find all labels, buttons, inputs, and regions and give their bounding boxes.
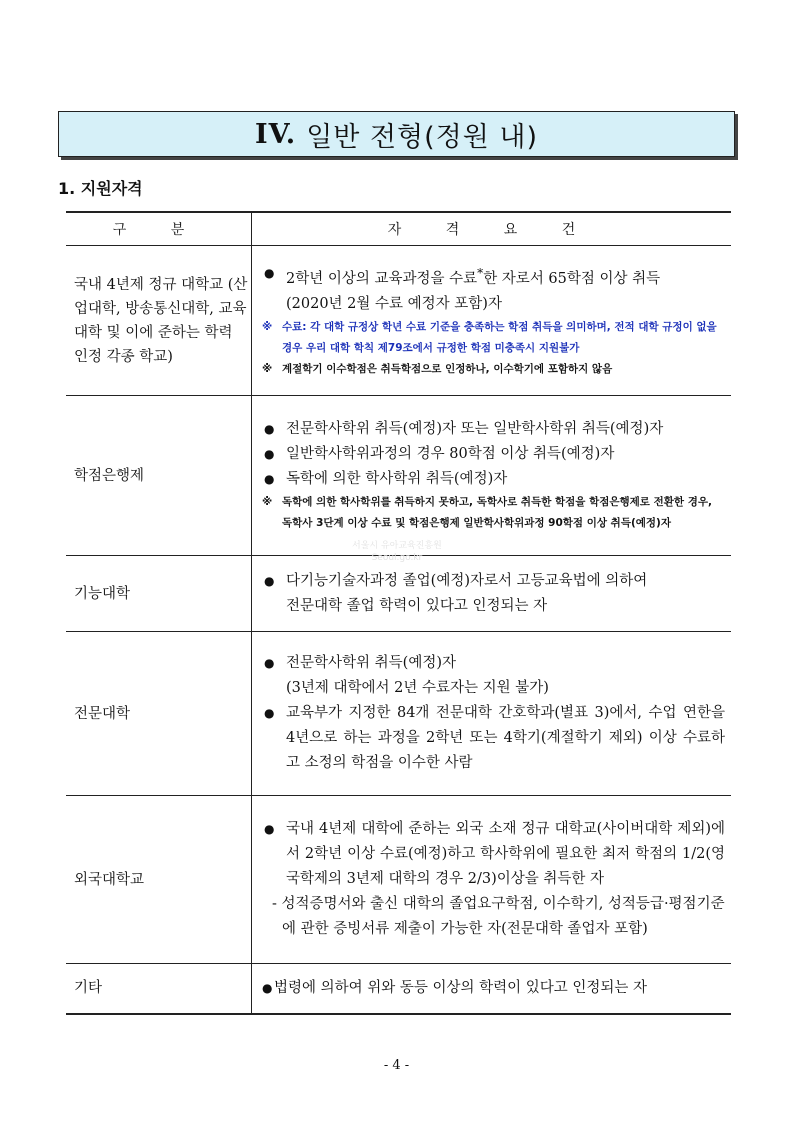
table-row [66,246,731,396]
note: ※ 계절학기 이수학점은 취득학점으로 인정하나, 이수학기에 포함하지 않음 [262,359,725,380]
row-category: 국내 4년제 정규 대학교 (산업대학, 방송통신대학, 교육대학 및 이에 준하는 학력 인정 각종 학교) [66,246,252,396]
row-requirements [252,556,732,632]
row-category: 외국대학교 [66,796,252,964]
table-header-row [66,212,731,246]
bullet-item: ● 전문학사학위 취득(예정)자 [262,651,725,676]
bullet-continuation: 전문대학 졸업 학력이 있다고 인정되는 자 [286,597,548,614]
table-row [66,396,731,556]
row-requirements [252,396,732,556]
bullet-item: ● 일반학사학위과정의 경우 80학점 이상 취득(예정)자 [262,442,725,467]
bullet-item: ● 독학에 의한 학사학위 취득(예정)자 [262,467,725,492]
section-heading: 1. 지원자격 [58,179,143,198]
bullet-item: ● 2학년 이상의 교육과정을 수료*한 자로서 65학점 이상 취득 [262,261,725,292]
bullet-item: ● 국내 4년제 대학에 준하는 외국 소재 정규 대학교(사이버대학 제외)에서 2학년 이상 수료(예정)하고 학사학위에 필요한 최저 학점의 1/2(영국학제의 3년제 대학의 경우 2/3)이상을 취득한 자 [262,817,725,892]
title-roman-numeral: IV. [254,118,297,150]
table-row [66,796,731,964]
row-category: 기능대학 [66,556,252,632]
bullet-continuation: (2020년 2월 수료 예정자 포함)자 [286,295,502,312]
note: ※ 독학에 의한 학사학위를 취득하지 못하고, 독학사로 취득한 학점을 학점은행제로 전환한 경우, 독학사 3단계 이상 수료 및 학점은행제 일반학사학위과정 90학점 이상 취득(예정)자 [262,492,725,534]
header-category: 구 분 [66,212,252,246]
title-text: 일반 전형(정원 내) [306,121,539,153]
bullet-item: ● 다기능기술자과정 졸업(예정)자로서 고등교육법에 의하여 [262,569,725,594]
row-category: 학점은행제 [66,396,252,556]
footnote-mark: * [477,266,484,281]
header-requirements: 자 격 요 건 [252,212,732,246]
row-requirements [252,632,732,796]
bullet-item: ● 전문학사학위 취득(예정)자 또는 일반학사학위 취득(예정)자 [262,417,725,442]
watermark: 서울시 유아교육진흥원 Seoul.go.kr [352,541,442,563]
dash-item: - 성적증명서와 출신 대학의 졸업요구학점, 이수학기, 성적등급·평점기준에 관한 증빙서류 제출이 가능한 자(전문대학 졸업자 포함) [272,896,725,937]
table-row [66,556,731,632]
page-number: - 4 - [383,1058,410,1073]
row-requirements [252,246,732,396]
bullet-item: ● 교육부가 지정한 84개 전문대학 간호학과(별표 3)에서, 수업 연한을 4년으로 하는 과정을 2학년 또는 4학기(계절학기 제외) 이상 수료하고 소정의 학점을 이수한 사람 [262,701,725,776]
bullet-item: ● 법령에 의하여 위와 동등 이상의 학력이 있다고 인정되는 자 [262,976,725,1001]
page-title [58,111,735,157]
table-row [66,632,731,796]
row-category: 기타 [66,964,252,1014]
requirements-table [66,211,731,1015]
row-requirements [252,796,732,964]
bullet-continuation: (3년제 대학에서 2년 수료자는 지원 불가) [286,680,549,696]
row-category: 전문대학 [66,632,252,796]
row-requirements [252,964,732,1014]
note-blue: ※ 수료: 각 대학 규정상 학년 수료 기준을 충족하는 학점 취득을 의미하며, 전적 대학 규정이 없을 경우 우리 대학 학칙 제79조에서 규정한 학점 미충족시 지원불가 [262,317,725,359]
table-row [66,964,731,1014]
